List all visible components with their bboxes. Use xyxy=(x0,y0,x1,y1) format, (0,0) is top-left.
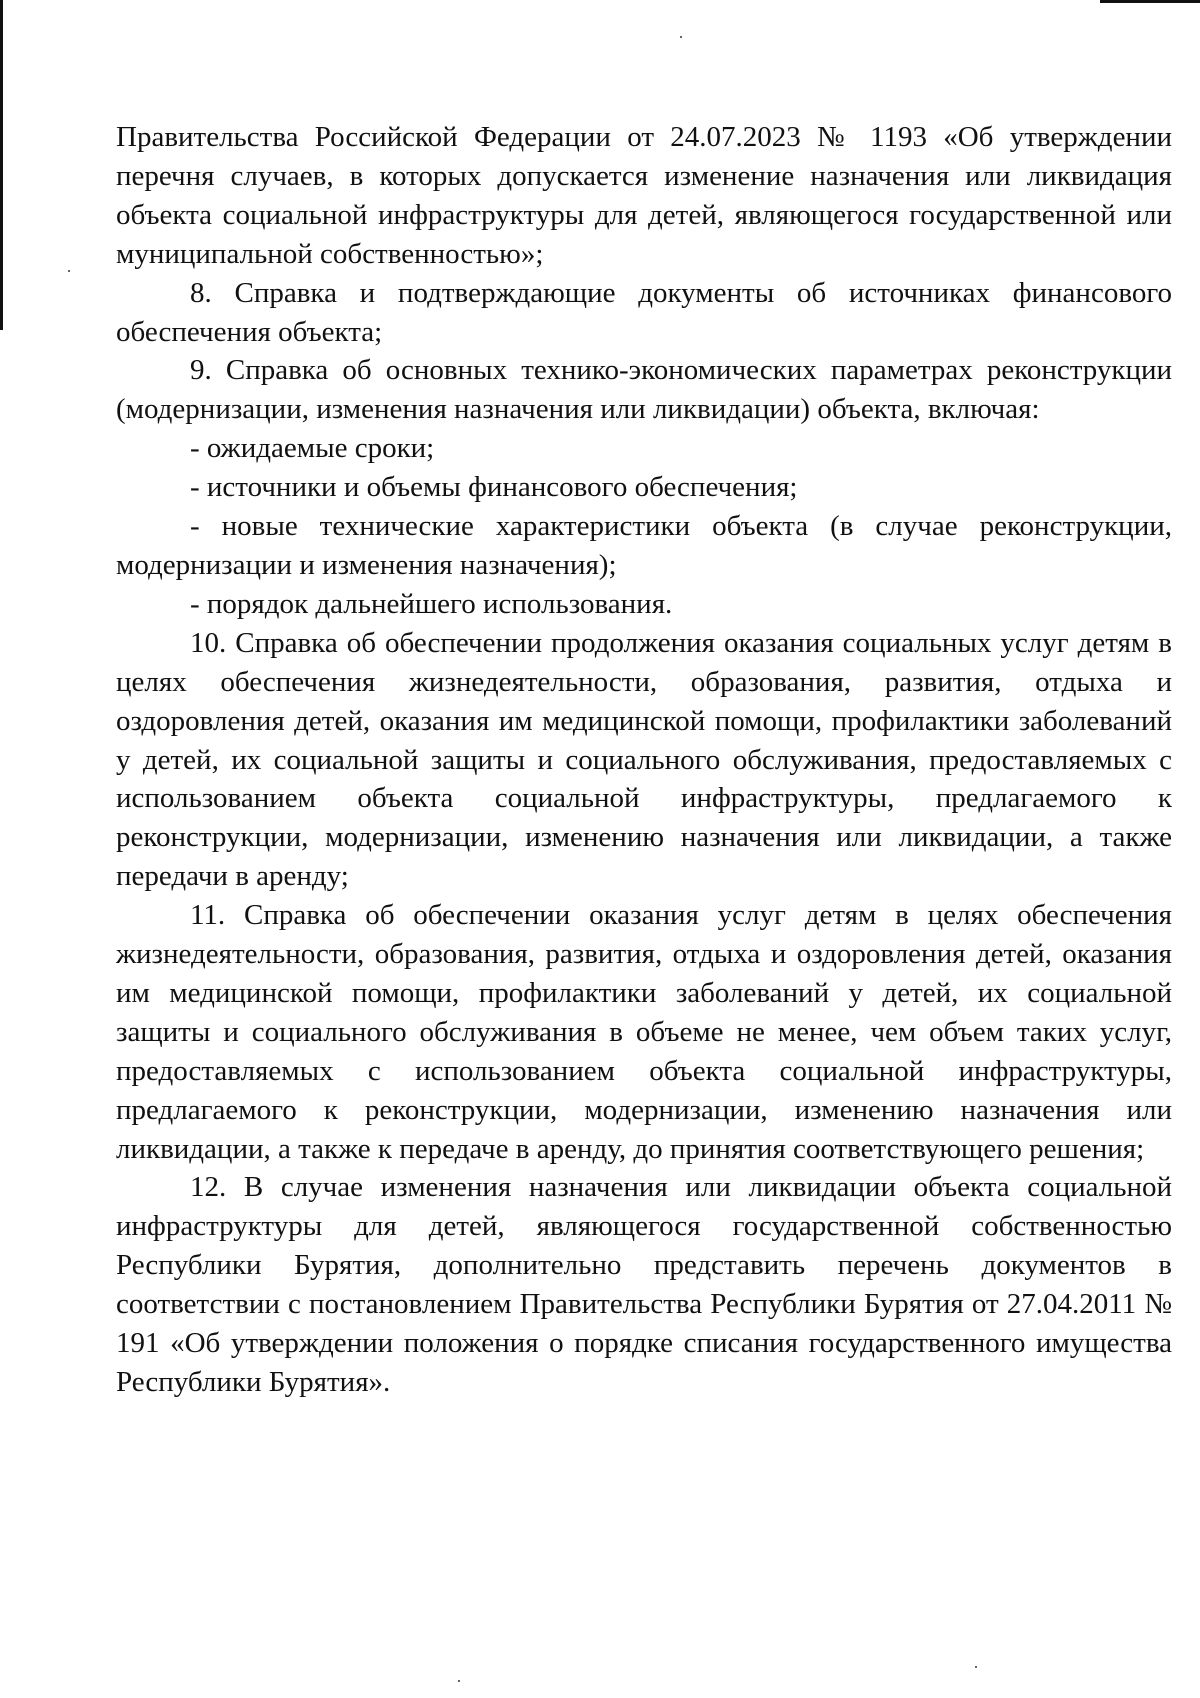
list-item: - порядок дальнейшего использования. xyxy=(190,587,673,620)
paragraph-item-9: 9. Справка об основных технико-экономических параметрах реконструкции (модернизации, изменения назначения или ликвидации) объекта, включая: xyxy=(116,354,1172,426)
scan-edge-mark xyxy=(0,0,3,330)
paragraph-item-8: 8. Справка и подтверждающие документы об источниках финансового обеспечения объекта; xyxy=(116,276,1172,348)
paragraph-item-10: 10. Справка об обеспечении продолжения оказания социальных услуг детям в целях обеспечения жизнедеятельности, образования, развития, отдыха и оздоровления детей, оказания им медицинской помощи, профилактики заболеваний у детей, их социальной защиты и социального обслуживания, предоставляемых с использованием объекта социальной инфраструктуры, предлагаемого к реконструкции, модернизации, изменению назначения или ликвидации, а также передачи в аренду; xyxy=(116,626,1172,893)
paragraph-item-11: 11. Справка об обеспечении оказания услуг детям в целях обеспечения жизнедеятельности, образования, развития, отдыха и оздоровления детей, оказания им медицинской помощи, профилактики заболеваний у детей, их социальной защиты и социального обслуживания в объеме не менее, чем объем таких услуг, предоставляемых с использованием объекта социальной инфраструктуры, предлагаемого к реконструкции, модернизации, изменению назначения или ликвидации, а также к передаче в аренду, до принятия соответствующего решения; xyxy=(116,899,1172,1165)
paragraph-item-12: 12. В случае изменения назначения или ликвидации объекта социальной инфраструктуры для детей, являющегося государственной собственностью Республики Бурятия, дополнительно представить перечень документов в соответствии с постановлением Правительства Республики Бурятия от 27.04.2011 № 191 «Об утверждении положения о порядке списания государственного имущества Республики Бурятия». xyxy=(116,1171,1172,1398)
scan-speck xyxy=(975,1666,977,1668)
list-item: - новые технические характеристики объекта (в случае реконструкции, модернизации и изменения назначения); xyxy=(116,510,1172,581)
list-item: - источники и объемы финансового обеспечения; xyxy=(190,471,798,504)
scan-speck xyxy=(680,36,682,38)
document-body xyxy=(116,118,1172,1402)
list-item: - ожидаемые сроки; xyxy=(190,432,435,465)
scan-corner-mark xyxy=(1100,0,1200,3)
paragraph-continuation: Правительства Российской Федерации от 24.07.2023 № 1193 «Об утверждении перечня случаев, в которых допускается изменение назначения или ликвидация объекта социальной инфраструктуры для детей, являющегося государственной или муниципальной собственностью»; xyxy=(116,121,1172,270)
scan-speck xyxy=(68,270,70,272)
scan-speck xyxy=(458,1680,460,1682)
